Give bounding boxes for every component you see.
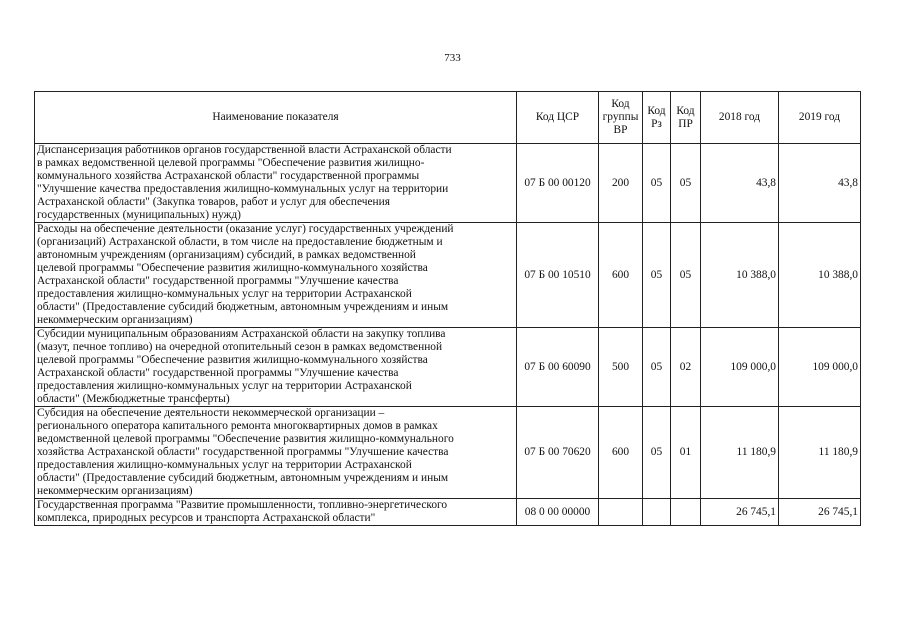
header-pr-line-2: ПР (678, 117, 693, 130)
row-name-line: автономным учреждениям (организациям) субсидий, в рамках ведомственной (37, 249, 416, 261)
row-name-line: Субсидии муниципальным образованиям Астраханской области на закупку топлива (37, 328, 446, 340)
header-vr-line-2: группы (602, 111, 639, 123)
row-name-line: ведомственной целевой программы "Обеспечение развития жилищно-коммунального (37, 433, 454, 445)
header-pr (671, 92, 701, 144)
row-name-line: некоммерческим организациям) (37, 314, 193, 326)
row-2019: 26 745,1 (779, 499, 861, 526)
row-name-line: предоставления жилищно-коммунальных услуг на территории Астраханской (37, 459, 412, 471)
header-vr-line-1: Код (611, 98, 630, 110)
page-number: 733 (444, 52, 461, 64)
row-name-line: области" (Предоставление субсидий бюджетным, автономным учреждениям и иным (37, 472, 449, 484)
budget-table (34, 91, 861, 526)
row-pr: 02 (671, 328, 701, 407)
table-header-row (35, 92, 861, 144)
row-name-line: Государственная программа "Развитие промышленности, топливно-энергетического (37, 499, 448, 511)
row-pr: 05 (671, 223, 701, 328)
row-vr: 200 (599, 144, 643, 223)
row-2018: 26 745,1 (701, 499, 779, 526)
row-2019: 11 180,9 (779, 407, 861, 499)
row-name-line: регионального оператора капитального ремонта многоквартирных домов в рамках (37, 420, 438, 432)
header-vr-line-3: ВР (613, 124, 628, 136)
row-name (35, 328, 517, 407)
row-pr: 01 (671, 407, 701, 499)
row-name-line: коммунального хозяйства Астраханской области" государственной программы (37, 170, 420, 182)
row-name-line: области" (Предоставление субсидий бюджетным, автономным учреждениям и иным (37, 301, 449, 313)
row-name-line: (организаций) Астраханской области, в том числе на предоставление бюджетным и (37, 236, 443, 248)
row-name-line: (мазут, печное топливо) на очередной отопительный сезон в рамках ведомственной (37, 341, 443, 353)
row-name (35, 407, 517, 499)
row-name-line: предоставления жилищно-коммунальных услуг на территории Астраханской (37, 380, 412, 392)
row-rz: 05 (643, 407, 671, 499)
row-name-line: Расходы на обеспечение деятельности (оказание услуг) государственных учреждений (37, 223, 454, 235)
header-rz (643, 92, 671, 144)
row-name (35, 499, 517, 526)
table-row (35, 144, 861, 223)
row-name-line: Субсидия на обеспечение деятельности некоммерческой организации – (37, 407, 385, 419)
row-pr (671, 499, 701, 526)
table-row (35, 499, 861, 526)
table-row (35, 407, 861, 499)
row-vr: 500 (599, 328, 643, 407)
row-name-line: Астраханской области" (Закупка товаров, работ и услуг для обеспечения (37, 196, 390, 208)
header-2019: 2019 год (779, 92, 861, 144)
row-2018: 43,8 (701, 144, 779, 223)
header-csr: Код ЦСР (517, 92, 599, 144)
row-2018: 11 180,9 (701, 407, 779, 499)
row-vr: 600 (599, 223, 643, 328)
row-vr (599, 499, 643, 526)
row-name-line: хозяйства Астраханской области" государственной программы "Улучшение качества (37, 446, 449, 458)
row-csr: 08 0 00 00000 (517, 499, 599, 526)
header-rz-line-2: Рз (651, 117, 662, 130)
header-rz-line-1: Код (647, 104, 666, 117)
row-2018: 109 000,0 (701, 328, 779, 407)
row-rz: 05 (643, 328, 671, 407)
row-name-line: некоммерческим организациям) (37, 485, 193, 497)
row-rz: 05 (643, 144, 671, 223)
row-name-line: Астраханской области" государственной программы "Улучшение качества (37, 275, 399, 287)
row-2019: 10 388,0 (779, 223, 861, 328)
row-2019: 109 000,0 (779, 328, 861, 407)
row-name-line: "Улучшение качества предоставления жилищно-коммунальных услуг на территории (37, 183, 449, 195)
row-name (35, 144, 517, 223)
row-name-line: в рамках ведомственной целевой программы "Обеспечение развития жилищно- (37, 157, 425, 169)
row-name-line: государственных (муниципальных) нужд) (37, 209, 241, 221)
row-pr: 05 (671, 144, 701, 223)
row-2018: 10 388,0 (701, 223, 779, 328)
row-rz (643, 499, 671, 526)
row-name (35, 223, 517, 328)
header-vr (599, 92, 643, 144)
header-2018: 2018 год (701, 92, 779, 144)
row-csr: 07 Б 00 00120 (517, 144, 599, 223)
table-row (35, 328, 861, 407)
row-csr: 07 Б 00 10510 (517, 223, 599, 328)
table-row (35, 223, 861, 328)
row-name-line: Диспансеризация работников органов государственной власти Астраханской области (37, 144, 452, 156)
row-rz: 05 (643, 223, 671, 328)
row-name-line: области" (Межбюджетные трансферты) (37, 393, 230, 405)
header-pr-line-1: Код (676, 104, 695, 117)
row-name-line: целевой программы "Обеспечение развития жилищно-коммунального хозяйства (37, 262, 428, 274)
row-name-line: Астраханской области" государственной программы "Улучшение качества (37, 367, 399, 379)
header-name: Наименование показателя (35, 92, 517, 144)
row-name-line: предоставления жилищно-коммунальных услуг на территории Астраханской (37, 288, 412, 300)
row-name-line: комплекса, природных ресурсов и транспорта Астраханской области" (37, 512, 376, 524)
row-vr: 600 (599, 407, 643, 499)
row-csr: 07 Б 00 70620 (517, 407, 599, 499)
row-csr: 07 Б 00 60090 (517, 328, 599, 407)
row-name-line: целевой программы "Обеспечение развития жилищно-коммунального хозяйства (37, 354, 428, 366)
row-2019: 43,8 (779, 144, 861, 223)
